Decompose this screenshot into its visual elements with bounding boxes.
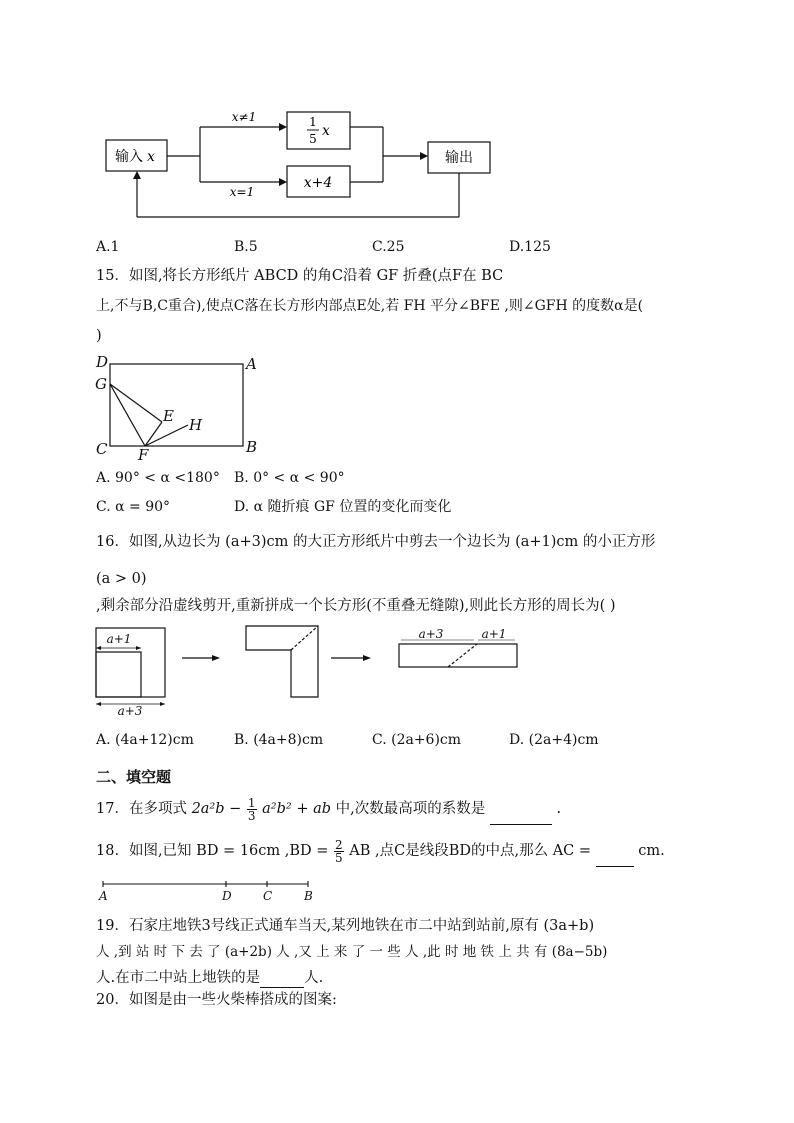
q16-text-line2: (a > 0) <box>96 571 147 587</box>
q16-text-line3: ,剩余部分沿虚线剪开,重新拼成一个长方形(不重叠无缝隙),则此长方形的周长为( ) <box>96 598 616 614</box>
fig16-rect-left: a+3 <box>418 627 444 641</box>
q16-option-b[interactable]: B. (4a+8)cm <box>234 732 324 748</box>
q17-prefix: 17．在多项式 <box>96 801 187 817</box>
q15-option-d[interactable]: D. α 随折痕 GF 位置的变化而变化 <box>234 499 452 515</box>
fig15-label-f: F <box>138 446 149 464</box>
q18-middle: AB ,点C是线段BD的中点,那么 AC = <box>349 843 592 859</box>
section-title: 二、填空题 <box>96 768 172 786</box>
q18-point-a: A <box>99 889 108 903</box>
fig15-label-h: H <box>189 416 203 434</box>
fig15-label-d: D <box>96 353 109 371</box>
q15-text-line1: 15．如图,将长方形纸片 ABCD 的角C沿着 GF 折叠(点F在 BC <box>96 268 504 284</box>
fig15-label-g: G <box>95 375 107 393</box>
q16-text-line1: 16．如图,从边长为 (a+3)cm 的大正方形纸片中剪去一个边长为 (a+1)cm 的小正方形 <box>96 534 656 550</box>
fig16-small-side: a+1 <box>106 632 132 646</box>
q19-answer-blank[interactable] <box>260 969 304 988</box>
q15-option-a[interactable]: A. 90° < α <180° <box>96 470 220 486</box>
q14-option-c[interactable]: C.25 <box>372 239 405 255</box>
q20-text-line1: 20．如图是由一些火柴棒搭成的图案: <box>96 992 337 1008</box>
q17-suffix: 中,次数最高项的系数是 <box>335 801 486 817</box>
q19-text-line3 <box>96 969 323 988</box>
q17-frac-num: 1 <box>247 795 256 810</box>
q16-option-a[interactable]: A. (4a+12)cm <box>96 732 194 748</box>
q18-point-b: B <box>304 889 313 903</box>
q15-text-line2: 上,不与B,C重合),使点C落在长方形内部点E处,若 FH 平分∠BFE ,则∠GFH 的度数α是( <box>96 298 644 314</box>
fig15-label-b: B <box>246 438 258 456</box>
q18-unit: cm. <box>638 843 665 859</box>
fig16-big-side: a+3 <box>117 704 143 718</box>
q19-line3-b: 人. <box>304 970 324 986</box>
q18-frac-den: 5 <box>335 850 343 865</box>
fig15-label-e: E <box>163 407 174 425</box>
flow-bottom-label: x+4 <box>303 175 333 191</box>
q17-end: . <box>556 801 562 817</box>
q15-option-b[interactable]: B. 0° < α < 90° <box>234 470 345 486</box>
q19-text-line1: 19．石家庄地铁3号线正式通车当天,某列地铁在市二中站到站前,原有 (3a+b) <box>96 918 595 934</box>
q16-option-d[interactable]: D. (2a+4)cm <box>509 732 599 748</box>
fig15-label-c: C <box>96 440 108 458</box>
q18-frac-num: 2 <box>335 837 343 852</box>
q17-frac-den: 3 <box>247 808 256 823</box>
fig15-label-a: A <box>246 355 257 373</box>
flow-top-num: 1 <box>309 115 317 129</box>
q19-text-line2: 人 ,到 站 时 下 去 了 (a+2b) 人 ,又 上 来 了 一 些 人 ,此 时 地 铁 上 共 有 (8a−5b) <box>96 944 608 960</box>
fig16-rect-right: a+1 <box>481 627 507 641</box>
flow-input-label: 输入 <box>115 149 143 165</box>
flow-cond-bottom: x=1 <box>229 185 255 199</box>
flow-output-label: 输出 <box>445 150 473 166</box>
flow-top-den: 5 <box>309 132 317 146</box>
q18-point-c: C <box>263 889 273 903</box>
q18-prefix: 18．如图,已知 BD = 16cm ,BD = <box>96 843 329 859</box>
q14-option-a[interactable]: A.1 <box>96 239 120 255</box>
q16-option-c[interactable]: C. (2a+6)cm <box>372 732 462 748</box>
q18-point-d: D <box>222 889 232 903</box>
q14-option-d[interactable]: D.125 <box>509 239 551 255</box>
flow-top-var: x <box>322 123 330 139</box>
q17-poly-b: a²b² + ab <box>262 801 332 817</box>
q15-option-c[interactable]: C. α = 90° <box>96 499 171 515</box>
q17-poly-a: 2a²b − <box>191 801 242 817</box>
q14-option-b[interactable]: B.5 <box>234 239 258 255</box>
flow-input-var: x <box>147 149 155 165</box>
flow-cond-top: x≠1 <box>231 110 257 124</box>
q15-text-line3: ) <box>96 328 102 344</box>
q19-line3-a: 人.在市二中站上地铁的是 <box>96 970 261 986</box>
